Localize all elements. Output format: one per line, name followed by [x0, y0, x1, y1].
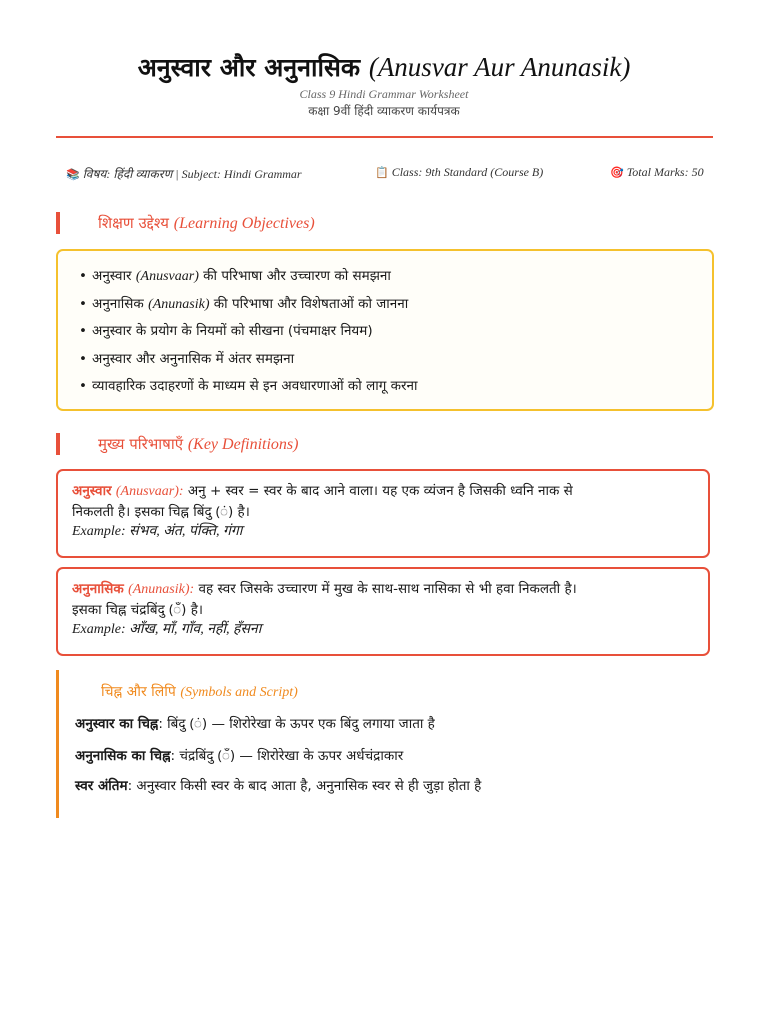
anunasik-definition: अनुनासिक (Anunasik): वह स्वर जिसके उच्चारण में मुख के साथ-साथ नासिका से भी हवा निकलती है। [72, 581, 577, 597]
target-icon: 🎯 [610, 166, 624, 179]
list-item: • अनुस्वार के प्रयोग के नियमों को सीखना (पंचमाक्षर नियम) [92, 318, 712, 346]
clipboard-icon: 📋 [375, 166, 389, 179]
anusvar-term: अनुस्वार [72, 483, 112, 499]
title-hindi: अनुस्वार और अनुनासिक [137, 53, 361, 82]
marks-meta [610, 165, 704, 180]
anunasik-term-english: (Anunasik): [128, 582, 195, 597]
anusvar-term-english: (Anusvaar): [115, 484, 184, 499]
subtitle-hindi: कक्षा 9वीं हिंदी व्याकरण कार्यपत्रक [308, 104, 460, 118]
list-item: • अनुस्वार और अनुनासिक में अंतर समझना [92, 346, 712, 374]
anunasik-term: अनुनासिक [72, 581, 124, 597]
anusvar-example: Example: संभव, अंत, पंक्ति, गंगा [72, 524, 243, 539]
list-item: • अनुनासिक (Anunasik) की परिभाषा और विशेषताओं को जानना [92, 291, 712, 319]
books-icon: 📚 [66, 168, 80, 181]
symbols-section [56, 670, 719, 818]
anunasik-example: Example: आँख, माँ, गाँव, नहीं, हँसना [72, 622, 262, 637]
header-divider [56, 136, 713, 138]
anusvar-definition-card [56, 469, 710, 558]
page-title [0, 50, 768, 84]
anusvar-definition: अनुस्वार (Anusvaar): अनु + स्वर = स्वर के बाद आने वाला। यह एक व्यंजन है जिसकी ध्वनि नाक से [72, 483, 573, 499]
list-item: • अनुस्वार (Anusvaar) की परिभाषा और उच्चारण को समझना [92, 263, 712, 291]
list-item: • व्यावहारिक उदाहरणों के माध्यम से इन अवधारणाओं को लागू करना [92, 373, 712, 401]
definitions-title: मुख्य परिभाषाएँ (Key Definitions) [98, 435, 299, 453]
anunasik-definition-cont: इसका चिह्न चंद्रबिंदु (ँ) है। [72, 602, 203, 618]
objectives-list [58, 251, 712, 401]
symbols-title: चिह्न और लिपि (Symbols and Script) [101, 684, 298, 700]
section-accent-bar [56, 433, 60, 455]
class-text: Class: 9th Standard (Course B) [391, 165, 544, 179]
subject-text: विषय: हिंदी व्याकरण | Subject: Hindi Grammar [82, 167, 302, 181]
anusvar-definition-cont: निकलती है। इसका चिह्न बिंदु (ं) है। [72, 504, 250, 520]
symbol-row-anunasik: अनुनासिक का चिह्न: चंद्रबिंदु (ँ) — शिरोरेखा के ऊपर अर्धचंद्राकार [75, 748, 404, 764]
marks-text: Total Marks: 50 [626, 165, 704, 179]
anunasik-definition-card [56, 567, 710, 656]
subject-meta [66, 165, 302, 182]
subtitle-english: Class 9 Hindi Grammar Worksheet [299, 87, 469, 101]
section-accent-bar [56, 212, 60, 234]
symbol-row-anusvar: अनुस्वार का चिह्न: बिंदु (ं) — शिरोरेखा के ऊपर एक बिंदु लगाया जाता है [75, 716, 435, 732]
symbol-row-swar: स्वर अंतिम: अनुस्वार किसी स्वर के बाद आता है, अनुनासिक स्वर से ही जुड़ा होता है [75, 778, 482, 794]
title-english: (Anusvar Aur Anunasik) [368, 52, 631, 82]
objectives-title: शिक्षण उद्देश्य (Learning Objectives) [98, 214, 315, 232]
objectives-box [56, 249, 714, 411]
class-meta [375, 165, 543, 180]
